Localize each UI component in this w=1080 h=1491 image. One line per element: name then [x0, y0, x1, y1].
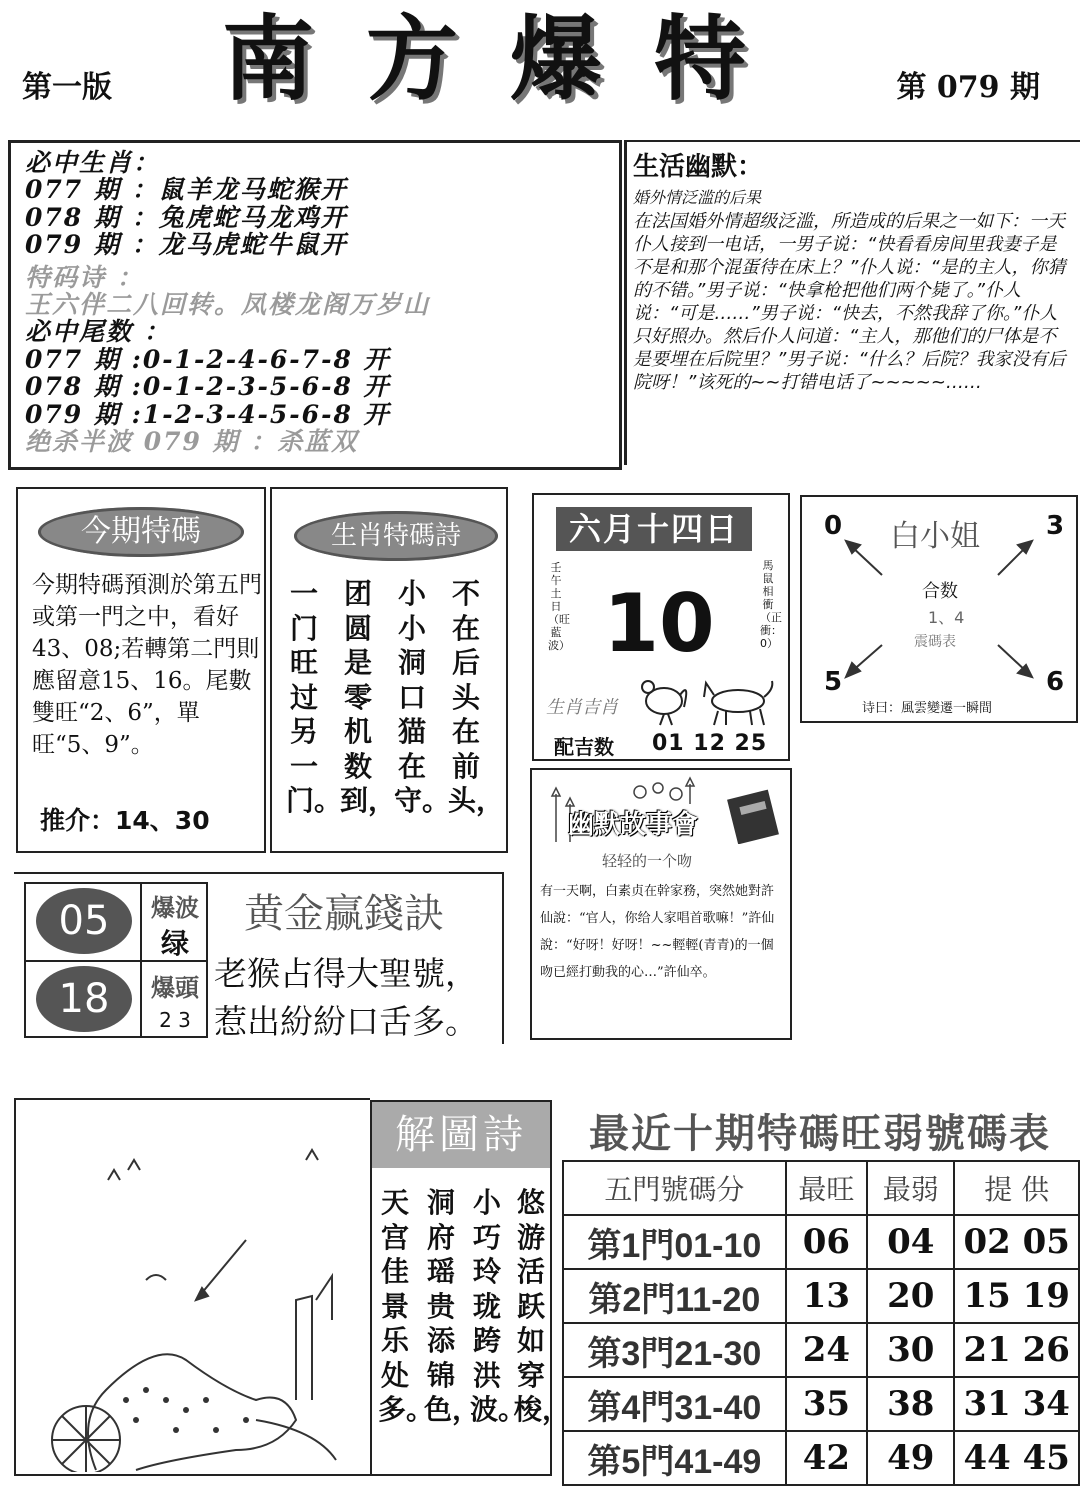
- gold-number-2: 18: [36, 966, 132, 1032]
- poem-column: 一门旺过另一门。: [286, 577, 343, 817]
- table-cell: 44 45: [954, 1431, 1079, 1485]
- info-line: 078 期 ：兔虎蛇马龙鸡开: [25, 202, 348, 232]
- table-cell: 第3門21-30: [563, 1323, 786, 1377]
- table-cell: 35: [786, 1377, 867, 1431]
- table-row: [563, 1269, 1079, 1323]
- picture-poem-column: 悠游活跃如穿梭，: [514, 1186, 571, 1426]
- info-line: 必中尾数 ：: [25, 317, 171, 347]
- info-line: 王六伴二八回转。凤楼龙阁万岁山: [25, 290, 431, 320]
- gold-number-grid: [24, 882, 208, 1038]
- gold-value-2: 2 3: [159, 1008, 191, 1032]
- table-header-row: [563, 1161, 1079, 1215]
- info-line: 必中生肖：: [25, 148, 161, 177]
- issue-number: 第 079 期: [896, 70, 1040, 105]
- compass-poem: 诗曰：風雲變遷一瞬間: [862, 701, 993, 716]
- humor-body: 在法国婚外情超级泛滥，所造成的后果之一如下：一天仆人接到一电话，一男子说：“快看看房间里我妻子是不是和那个混蛋待在床上？”仆人说：“是的主人，你猜的不错。”男子说：“快拿枪把他们两个毙了。”仆人说：“可是……”男子说：“快去，不然我辞了你。”仆人只好照办。然后仆人问道：“主人，那他们的尸体是不是要埋在后院里？”男子说：“什么？后院？我家没有后院呀！”该死的~~打错电话了~~~~~……: [633, 211, 1066, 393]
- table-row: [563, 1323, 1079, 1377]
- humor-box: [624, 140, 1080, 465]
- table-cell: 第4門31-40: [563, 1377, 786, 1431]
- info-line: 绝杀半波 079 期 ：杀蓝双: [25, 427, 359, 457]
- edition-label: 第一版: [22, 70, 112, 105]
- story-box: [530, 768, 792, 1040]
- story-body: 有一天啊，白素贞在幹家務，突然她對許仙說：“官人，你给人家唱首歌嘛！”許仙說：“好呀！好呀！~~輕輕(青青)的一個吻已經打動我的心…”許仙卒。: [540, 884, 775, 980]
- calendar-left-note: 壬午土日（旺藍波）: [548, 561, 570, 652]
- picture-poem-box: [370, 1100, 571, 1476]
- compass-num-top-right: 3: [1046, 511, 1065, 541]
- illustration-box: [14, 1098, 370, 1476]
- story-subtitle: 轻轻的一个吻: [602, 852, 693, 870]
- leopard-illustration: [16, 1100, 368, 1472]
- calendar-ji-numbers: 01 12 25: [652, 731, 768, 756]
- recommend-label: 推介：: [40, 806, 116, 835]
- gold-label-2: 爆頭: [151, 973, 199, 1002]
- table-cell: 31 34: [954, 1377, 1079, 1431]
- compass-subtitle: 震碼表: [914, 634, 956, 650]
- compass-num-bottom-right: 6: [1046, 667, 1065, 697]
- gold-label-1: 爆波: [151, 893, 199, 922]
- table-cell: 49: [867, 1431, 954, 1485]
- recommend-value: 14、30: [115, 806, 210, 835]
- calendar-month: 六月十四日: [556, 507, 752, 551]
- number-table: [562, 1160, 1080, 1486]
- info-line: 078 期 :0-1-2-3-5-6-8 开: [25, 372, 391, 402]
- table-cell: 21 26: [954, 1323, 1079, 1377]
- gold-title: 黄金赢錢訣: [244, 891, 444, 937]
- rooster-dog-icon: [634, 671, 774, 727]
- table-row: [563, 1215, 1079, 1269]
- picture-poem-column: 小巧玲珑跨洪波。: [470, 1186, 527, 1426]
- table-cell: 02 05: [954, 1215, 1079, 1269]
- table-cell: 15 19: [954, 1269, 1079, 1323]
- gold-number-1: 05: [36, 888, 132, 954]
- recommend-line: [40, 801, 210, 837]
- gold-box: [14, 872, 504, 1044]
- compass-heshu-label: 合数: [922, 581, 958, 602]
- table-header-cell: 五門號碼分: [563, 1161, 786, 1215]
- picture-poem-column: 天宫佳景乐处多。: [378, 1186, 435, 1426]
- calendar-ji-label: 配吉数: [554, 735, 614, 759]
- zodiac-poem-box: [270, 487, 508, 853]
- this-issue-box: [16, 487, 266, 853]
- table-cell: 06: [786, 1215, 867, 1269]
- picture-poem-title: 解圖詩: [372, 1102, 550, 1168]
- table-cell: 42: [786, 1431, 867, 1485]
- table-header-cell: 提 供: [954, 1161, 1079, 1215]
- table-cell: 第2門11-20: [563, 1269, 786, 1323]
- table-cell: 04: [867, 1215, 954, 1269]
- info-line: 079 期 :1-2-3-4-5-6-8 开: [25, 399, 391, 429]
- compass-box: [800, 495, 1078, 723]
- table-row: [563, 1431, 1079, 1485]
- poem-column: 不在后头在前头，: [448, 577, 505, 817]
- picture-poem-column: 洞府瑶贵添锦色，: [424, 1186, 481, 1426]
- table-cell: 13: [786, 1269, 867, 1323]
- info-line: 077 期 :0-1-2-4-6-7-8 开: [25, 344, 391, 374]
- table-cell: 第5門41-49: [563, 1431, 786, 1485]
- calendar-right-note: 馬鼠相衝（正衝：0）: [760, 559, 782, 650]
- table-header-cell: 最弱: [867, 1161, 954, 1215]
- gold-line-1: 老猴占得大聖號，: [214, 954, 478, 993]
- compass-heshu-value: 1、4: [928, 608, 965, 627]
- gold-value-1: 绿: [160, 927, 189, 960]
- info-line: 077 期 ：鼠羊龙马蛇猴开: [25, 175, 348, 205]
- prediction-info-box: [8, 140, 622, 470]
- table-cell: 第1門01-10: [563, 1215, 786, 1269]
- table-cell: 24: [786, 1323, 867, 1377]
- masthead-title: 南方爆特: [221, 5, 798, 113]
- compass-num-top-left: 0: [824, 511, 843, 541]
- table-title: 最近十期特碼旺弱號碼表: [589, 1110, 1051, 1157]
- gold-line-2: 惹出紛紛口舌多。: [214, 1002, 478, 1041]
- compass-name: 白小姐: [890, 519, 980, 554]
- this-issue-body: 今期特碼預測於第五門或第一門之中，看好43、08;若轉第二門則應留意15、16。尾數雙旺“2、6”，單旺“5、9”。: [32, 572, 262, 758]
- info-line: 079 期 ：龙马虎蛇牛鼠开: [25, 230, 348, 260]
- table-header-cell: 最旺: [786, 1161, 867, 1215]
- humor-subtitle: 婚外情泛滥的后果: [633, 188, 762, 207]
- calendar-box: [532, 493, 790, 761]
- table-cell: 38: [867, 1377, 954, 1431]
- poem-column: 团圆是零机数到，: [340, 577, 397, 817]
- table-cell: 30: [867, 1323, 954, 1377]
- story-title: 幽默故事會: [568, 810, 699, 840]
- compass-num-bottom-left: 5: [824, 667, 843, 697]
- zodiac-poem-title: 生肖特碼詩: [294, 511, 498, 561]
- table-row: [563, 1377, 1079, 1431]
- humor-title: 生活幽默：: [633, 152, 764, 182]
- poem-column: 小小洞口猫在守。: [394, 577, 451, 817]
- calendar-day: 10: [603, 577, 715, 670]
- calendar-shengxiao-label: 生肖吉肖: [546, 697, 618, 718]
- this-issue-title: 今期特碼: [38, 507, 244, 557]
- table-cell: 20: [867, 1269, 954, 1323]
- info-line: 特码诗 ：: [25, 262, 144, 292]
